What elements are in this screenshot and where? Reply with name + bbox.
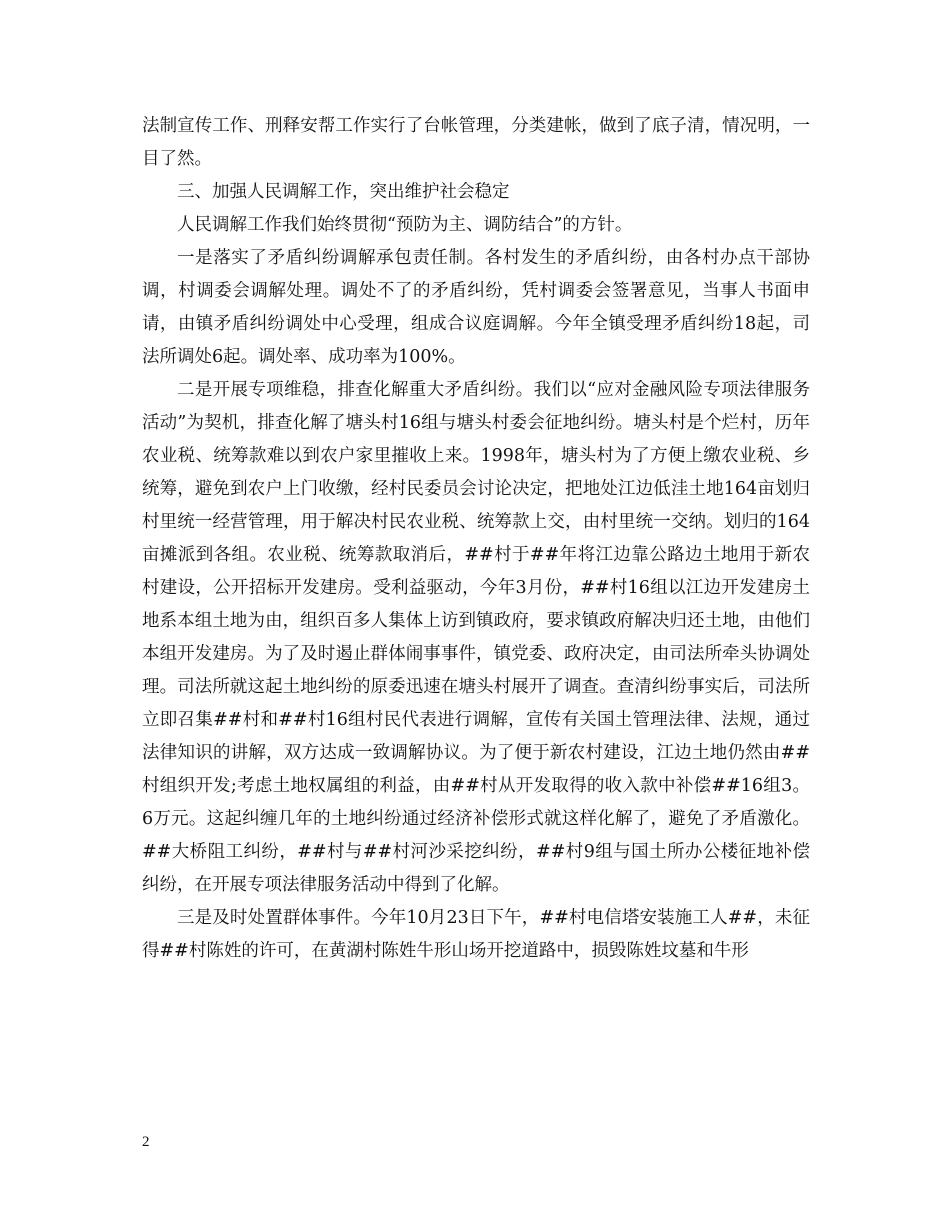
document-body <box>142 110 810 968</box>
paragraph-5: 二是开展专项维稳，排查化解重大矛盾纠纷。我们以“应对金融风险专项法律服务活动”为契机，排查化解了塘头村16组与塘头村委会征地纠纷。塘头村是个烂村，历年农业税、统筹款难以到农户家里摧收上来。1998年，塘头村为了方便上缴农业税、乡统筹，避免到农户上门收缴，经村民委员会讨论决定，把地处江边低洼土地164亩划归村里统一经营管理，用于解决村民农业税、统筹款上交，由村里统一交纳。划归的164亩摊派到各组。农业税、统筹款取消后，##村于##年将江边靠公路边土地用于新农村建设，公开招标开发建房。受利益驱动，今年3月份，##村16组以江边开发建房土地系本组土地为由，组织百多人集体上访到镇政府，要求镇政府解决归还土地，由他们本组开发建房。为了及时遏止群体闹事事件，镇党委、政府决定，由司法所牵头协调处理。司法所就这起土地纠纷的原委迅速在塘头村展开了调查。查清纠纷事实后，司法所立即召集##村和##村16组村民代表进行调解，宣传有关国土管理法律、法规，通过法律知识的讲解，双方达成一致调解协议。为了便于新农村建设，江边土地仍然由##村组织开发;考虑土地权属组的利益，由##村从开发取得的收入款中补偿##16组3。6万元。这起纠缠几年的土地纠纷通过经济补偿形式就这样化解了，避免了矛盾激化。##大桥阻工纠纷，##村与##村河沙采挖纠纷，##村9组与国土所办公楼征地补偿纠纷，在开展专项法律服务活动中得到了化解。 <box>142 380 810 895</box>
paragraph-6: 三是及时处置群体事件。今年10月23日下午，##村电信塔安装施工人##，未征得##村陈姓的许可，在黄湖村陈姓牛形山场开挖道路中，损毁陈姓坟墓和牛形 <box>142 908 810 961</box>
paragraph-3: 人民调解工作我们始终贯彻“预防为主、调防结合”的方针。 <box>177 215 633 235</box>
page-number: 2 <box>142 1134 150 1150</box>
paragraph-1: 法制宣传工作、刑释安帮工作实行了台帐管理，分类建帐，做到了底子清，情况明，一目了然。 <box>142 116 810 169</box>
paragraph-4: 一是落实了矛盾纠纷调解承包责任制。各村发生的矛盾纠纷，由各村办点干部协调，村调委会调解处理。调处不了的矛盾纠纷，凭村调委会签署意见，当事人书面申请，由镇矛盾纠纷调处中心受理，组成合议庭调解。今年全镇受理矛盾纠纷18起，司法所调处6起。调处率、成功率为100%。 <box>142 248 810 367</box>
paragraph-2-heading: 三、加强人民调解工作，突出维护社会稳定 <box>177 182 510 202</box>
